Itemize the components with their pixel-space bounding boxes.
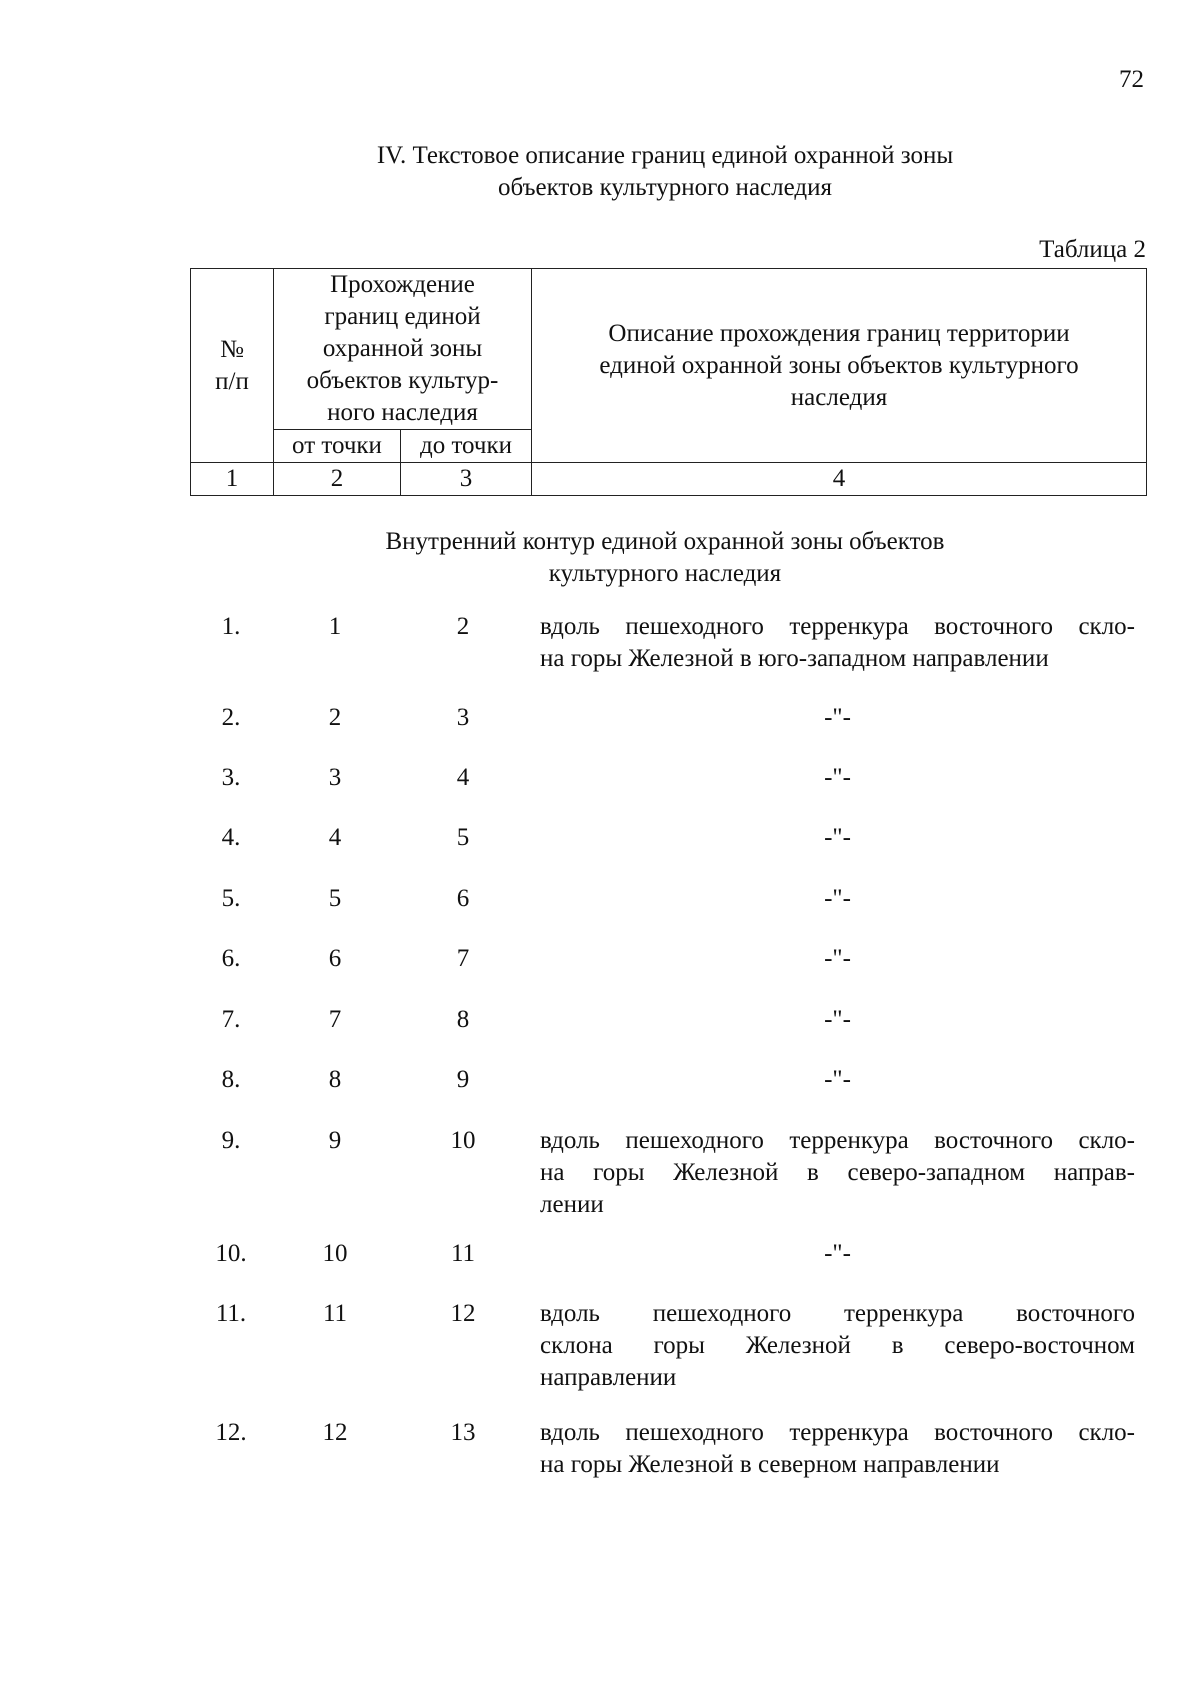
row-to-point: 9 — [456, 1066, 470, 1093]
row-from-point: 3 — [328, 764, 342, 791]
row-description — [540, 1238, 1135, 1270]
header-col-to: до точки — [401, 430, 532, 463]
row-from-point: 7 — [328, 1006, 342, 1033]
row-number: 6. — [221, 945, 241, 972]
row-description-line: -"- — [824, 885, 851, 912]
row-description — [540, 883, 1135, 915]
page-number: 72 — [1119, 66, 1144, 93]
row-number: 11. — [215, 1300, 247, 1327]
row-from-point: 4 — [328, 824, 342, 851]
row-description-line: вдоль пешеходного терренкура восточного скло- — [540, 1127, 1135, 1154]
row-description-line: лении — [540, 1191, 604, 1218]
section-title-line-1: Внутренний контур единой охранной зоны объектов — [385, 528, 945, 555]
row-description — [540, 1298, 1135, 1394]
row-description — [540, 762, 1135, 794]
row-to-point: 7 — [456, 945, 470, 972]
row-to-point: 2 — [456, 613, 470, 640]
row-from-point: 5 — [328, 885, 342, 912]
row-number: 5. — [221, 885, 241, 912]
row-description-line: -"- — [824, 764, 851, 791]
table-label: Таблица 2 — [1039, 236, 1146, 263]
row-number: 10. — [215, 1240, 247, 1267]
row-from-point: 12 — [322, 1419, 348, 1446]
row-from-point: 9 — [328, 1127, 342, 1154]
section-title — [0, 526, 1200, 590]
row-from-point: 6 — [328, 945, 342, 972]
row-from-point: 10 — [322, 1240, 348, 1267]
row-description-line: -"- — [824, 704, 851, 731]
row-description — [540, 702, 1135, 734]
row-to-point: 3 — [456, 704, 470, 731]
header-number-4: 4 — [532, 463, 1147, 496]
row-from-point: 8 — [328, 1066, 342, 1093]
row-description-line: -"- — [824, 1240, 851, 1267]
header-col-from: от точки — [274, 430, 401, 463]
row-number: 7. — [221, 1006, 241, 1033]
row-number: 12. — [215, 1419, 247, 1446]
row-description — [540, 1004, 1135, 1036]
header-number-1: 1 — [191, 463, 274, 496]
row-description-line: -"- — [824, 945, 851, 972]
row-description — [540, 1417, 1135, 1481]
row-description-line: направлении — [540, 1364, 677, 1391]
heading-line-2: объектов культурного наследия — [498, 174, 832, 201]
row-description — [540, 611, 1135, 675]
row-to-point: 4 — [456, 764, 470, 791]
header-col-number: № п/п — [191, 269, 274, 463]
row-description — [540, 943, 1135, 975]
row-description-line: вдоль пешеходного терренкура восточного — [540, 1300, 1135, 1327]
row-to-point: 10 — [450, 1127, 476, 1154]
row-description — [540, 1064, 1135, 1096]
table-header — [190, 268, 1147, 496]
row-to-point: 11 — [450, 1240, 476, 1267]
row-description-line: вдоль пешеходного терренкура восточного скло- — [540, 613, 1135, 640]
row-number: 4. — [221, 824, 241, 851]
row-description-line: -"- — [824, 1006, 851, 1033]
header-number-3: 3 — [401, 463, 532, 496]
header-number-2: 2 — [274, 463, 401, 496]
header-col-description: Описание прохождения границ территории единой охранной зоны объектов культурного наследия — [532, 269, 1147, 463]
row-to-point: 13 — [450, 1419, 476, 1446]
row-number: 9. — [221, 1127, 241, 1154]
row-description-line: склона горы Железной в северо-восточном — [540, 1332, 1135, 1359]
row-description-line: на горы Железной в северном направлении — [540, 1451, 1000, 1478]
row-from-point: 1 — [328, 613, 342, 640]
row-description-line: -"- — [824, 1066, 851, 1093]
row-from-point: 2 — [328, 704, 342, 731]
row-description-line: на горы Железной в северо-западном направ- — [540, 1159, 1135, 1186]
row-to-point: 6 — [456, 885, 470, 912]
document-heading — [0, 140, 1200, 204]
row-to-point: 12 — [450, 1300, 476, 1327]
row-number: 1. — [221, 613, 241, 640]
heading-line-1: IV. Текстовое описание границ единой охранной зоны — [376, 142, 954, 169]
row-description — [540, 1125, 1135, 1221]
row-description-line: -"- — [824, 824, 851, 851]
row-to-point: 5 — [456, 824, 470, 851]
row-number: 8. — [221, 1066, 241, 1093]
row-description — [540, 822, 1135, 854]
section-title-line-2: культурного наследия — [548, 560, 782, 587]
row-description-line: вдоль пешеходного терренкура восточного скло- — [540, 1419, 1135, 1446]
row-number: 2. — [221, 704, 241, 731]
row-description-line: на горы Железной в юго-западном направлении — [540, 645, 1049, 672]
header-col-passage: Прохождение границ единой охранной зоны объектов культур- ного наследия — [274, 269, 532, 430]
row-number: 3. — [221, 764, 241, 791]
row-to-point: 8 — [456, 1006, 470, 1033]
row-from-point: 11 — [322, 1300, 348, 1327]
